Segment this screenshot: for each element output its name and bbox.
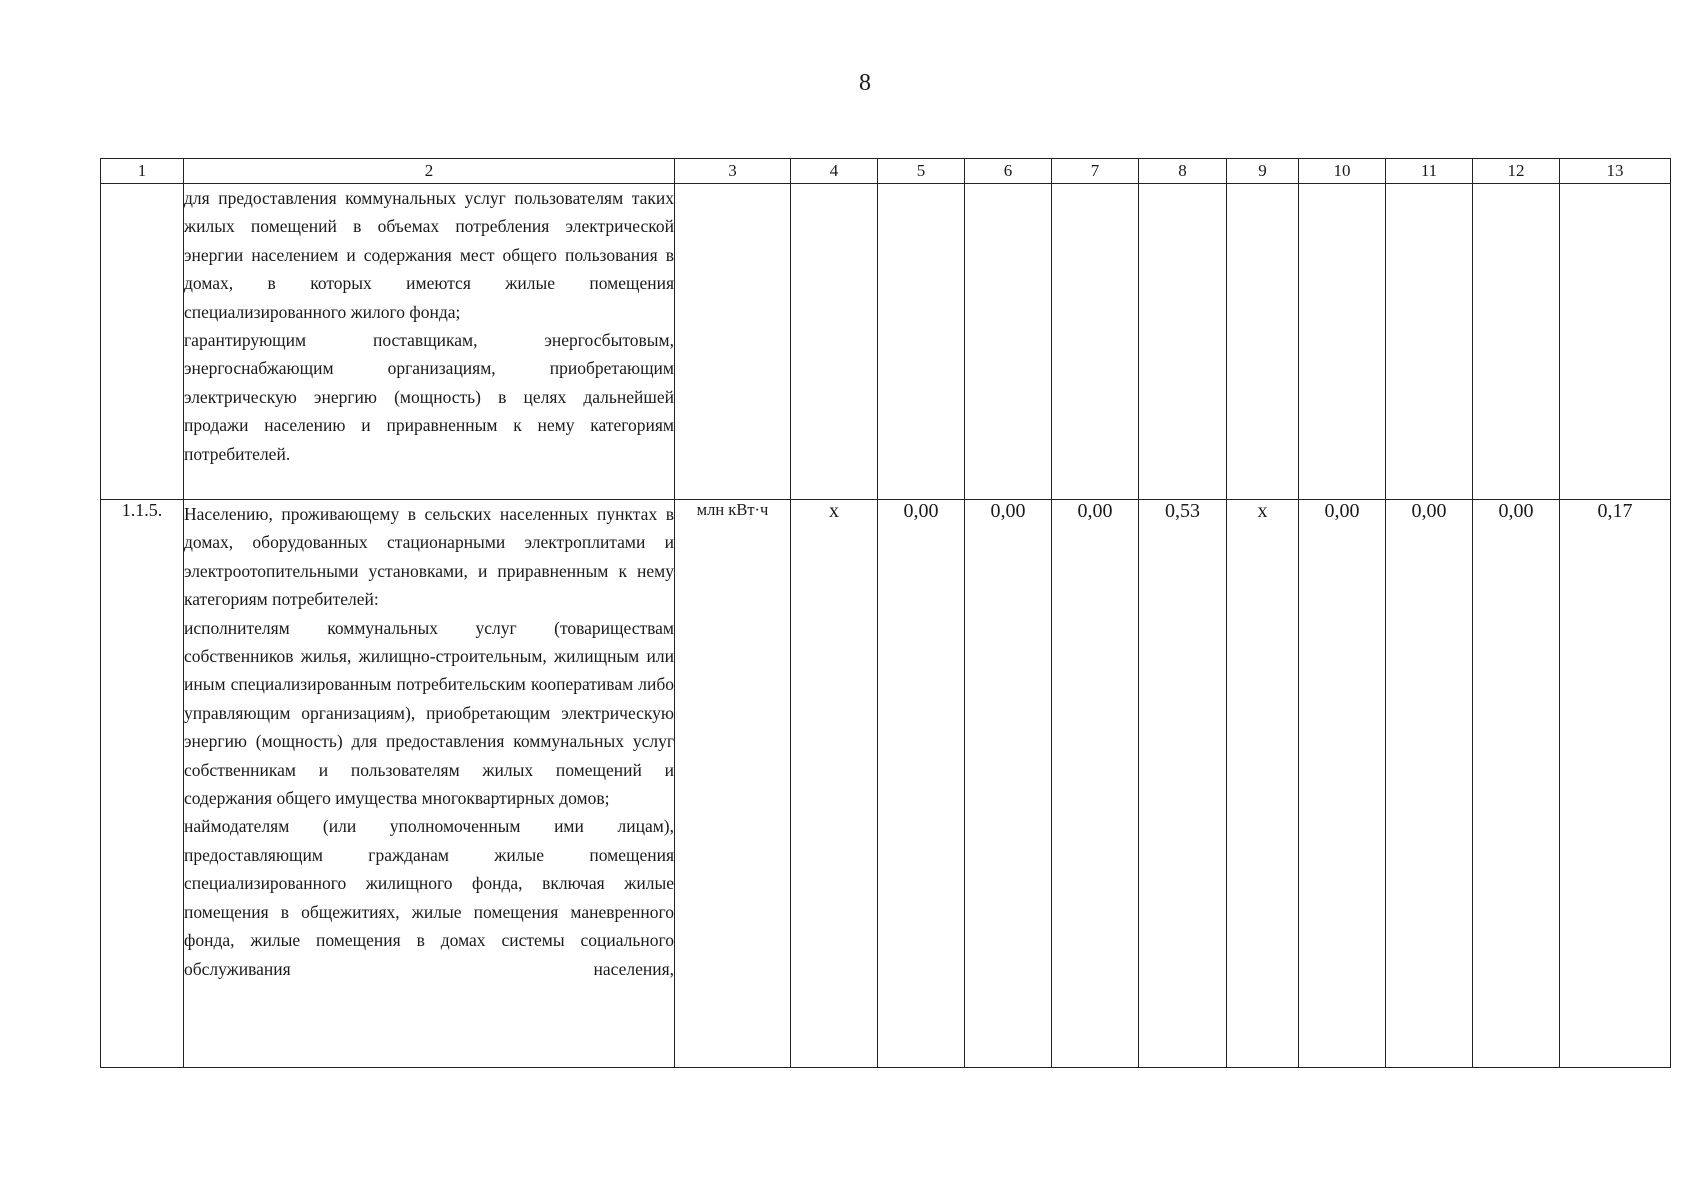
cell-value: 0,00 xyxy=(1052,500,1139,1068)
column-number-row xyxy=(101,159,1671,184)
page-number: 8 xyxy=(859,70,871,96)
cell-value xyxy=(1386,184,1473,500)
cell-value xyxy=(965,184,1052,500)
row-unit: млн кВт·ч xyxy=(675,500,791,1068)
cell-value: 0,00 xyxy=(965,500,1052,1068)
cell-value xyxy=(1227,184,1299,500)
cell-value: 0,53 xyxy=(1139,500,1227,1068)
description-paragraph: наймодателям (или уполномоченным ими лицам), предоставляющим гражданам жилые помещения специализированного жилищного фонда, включая жилые помещения в общежитиях, жилые помещения маневренного фонда, жилые помещения в домах системы социального обслуживания населения, xyxy=(184,816,674,979)
column-header: 8 xyxy=(1139,159,1227,184)
tariff-table xyxy=(100,158,1671,1068)
column-header: 10 xyxy=(1299,159,1386,184)
row-description xyxy=(184,184,675,500)
description-paragraph: для предоставления коммунальных услуг пользователям таких жилых помещений в объемах потребления электрической энергии населением и содержания мест общего пользования в домах, в которых имеются жилые помещения специализированного жилого фонда; xyxy=(184,188,674,322)
column-header: 6 xyxy=(965,159,1052,184)
column-header: 4 xyxy=(791,159,878,184)
column-header: 13 xyxy=(1560,159,1671,184)
cell-value xyxy=(1473,184,1560,500)
column-header: 3 xyxy=(675,159,791,184)
row-code xyxy=(101,184,184,500)
column-header: 1 xyxy=(101,159,184,184)
cell-value: 0,00 xyxy=(1299,500,1386,1068)
cell-value: 0,00 xyxy=(1473,500,1560,1068)
row-description xyxy=(184,500,675,1068)
cell-value: х xyxy=(1227,500,1299,1068)
cell-value: 0,00 xyxy=(878,500,965,1068)
description-paragraph: Населению, проживающему в сельских населенных пунктах в домах, оборудованных стационарными электроплитами и электроотопительными установками, и приравненным к нему категориям потребителей: xyxy=(184,504,674,610)
description-paragraph: исполнителям коммунальных услуг (товариществам собственников жилья, жилищно-строительным, жилищным или иным специализированным потребительским кооперативам либо управляющим организациям), приобретающим электрическую энергию (мощность) для предоставления коммунальных услуг собственникам и пользователям жилых помещений и содержания общего имущества многоквартирных домов; xyxy=(184,617,674,809)
cell-value: 0,00 xyxy=(1386,500,1473,1068)
description-paragraph: гарантирующим поставщикам, энергосбытовым, энергоснабжающим организациям, приобретающим электрическую энергию (мощность) в целях дальнейшей продажи населению и приравненным к нему категориям потребителей. xyxy=(184,330,674,464)
table-row xyxy=(101,500,1671,1068)
cell-value xyxy=(1560,184,1671,500)
column-header: 12 xyxy=(1473,159,1560,184)
column-header: 5 xyxy=(878,159,965,184)
column-header: 7 xyxy=(1052,159,1139,184)
cell-value xyxy=(791,184,878,500)
cell-value xyxy=(1052,184,1139,500)
column-header: 2 xyxy=(184,159,675,184)
column-header: 11 xyxy=(1386,159,1473,184)
cell-value xyxy=(1139,184,1227,500)
row-code: 1.1.5. xyxy=(101,500,184,1068)
column-header: 9 xyxy=(1227,159,1299,184)
row-unit xyxy=(675,184,791,500)
cell-value xyxy=(1299,184,1386,500)
cell-value: 0,17 xyxy=(1560,500,1671,1068)
cell-value xyxy=(878,184,965,500)
cell-value: х xyxy=(791,500,878,1068)
table-row xyxy=(101,184,1671,500)
